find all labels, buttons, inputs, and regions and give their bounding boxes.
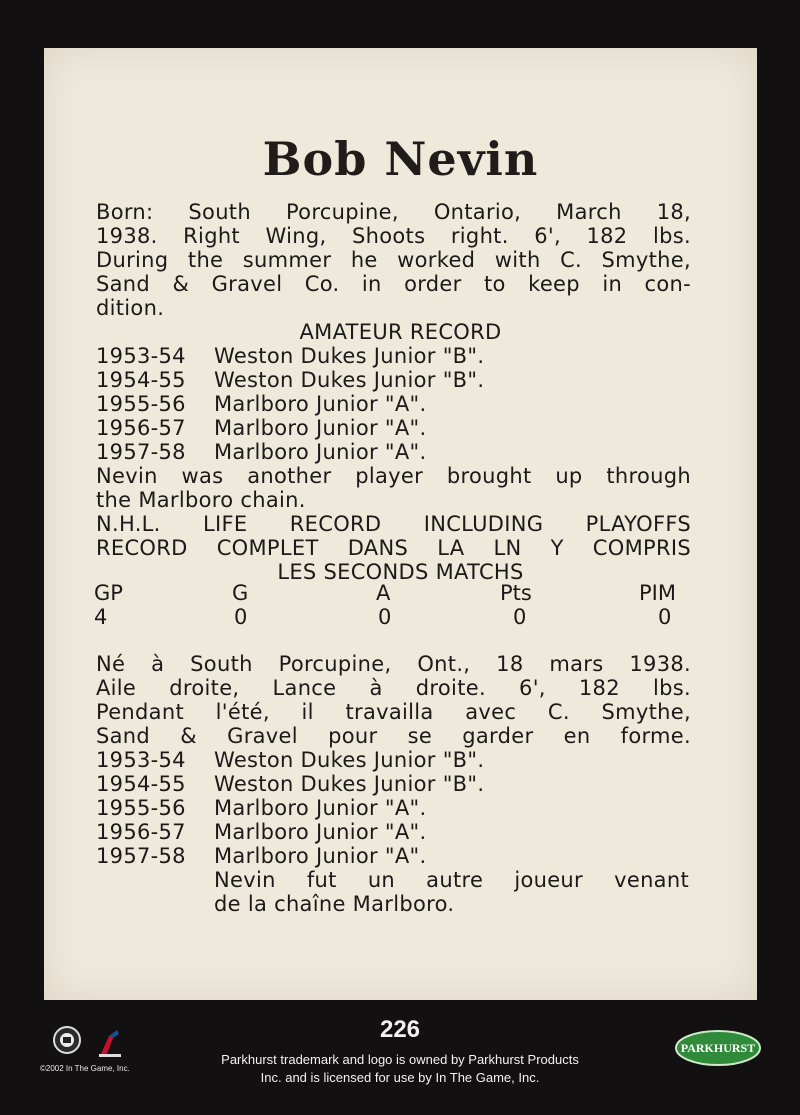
amateur-row [96, 772, 484, 796]
parkhurst-logo [674, 1028, 762, 1068]
stat-value-gp: 4 [94, 605, 108, 629]
amateur-team: Marlboro Junior "A". [214, 440, 427, 464]
amateur-years: 1957-58 [96, 844, 186, 868]
stat-header-a: A [376, 581, 391, 605]
bio-en-line: 1938. Right Wing, Shoots right. 6', 182 lbs. [96, 224, 691, 248]
amateur-team: Marlboro Junior "A". [214, 796, 427, 820]
bio-en-line: During the summer he worked with C. Smythe, [96, 248, 691, 272]
stat-value-a: 0 [378, 605, 392, 629]
amateur-record-heading: AMATEUR RECORD [299, 320, 502, 344]
amateur-years: 1954-55 [96, 368, 186, 392]
bio-en-line: dition. [96, 296, 165, 320]
amateur-team: Weston Dukes Junior "B". [214, 344, 485, 368]
amateur-row [96, 368, 484, 392]
copyright-text: ©2002 In The Game, Inc. [40, 1064, 130, 1073]
amateur-years: 1956-57 [96, 416, 186, 440]
amateur-years: 1954-55 [96, 772, 186, 796]
bio-fr-line: Pendant l'été, il travailla avec C. Smythe, [96, 700, 691, 724]
stat-header-gp: GP [94, 581, 123, 605]
stat-value-g: 0 [234, 605, 248, 629]
note-fr-line: Nevin fut un autre joueur venant [214, 868, 689, 892]
amateur-years: 1953-54 [96, 748, 186, 772]
amateur-team: Marlboro Junior "A". [214, 416, 427, 440]
legal-text-line: Inc. and is licensed for use by In The Game, Inc. [260, 1070, 540, 1085]
stat-header-pts: Pts [500, 581, 532, 605]
player-name: Bob Nevin [262, 132, 539, 186]
stat-header-g: G [232, 581, 249, 605]
amateur-team: Marlboro Junior "A". [214, 392, 427, 416]
amateur-years: 1955-56 [96, 392, 186, 416]
bio-en-line: Born: South Porcupine, Ontario, March 18, [96, 200, 691, 224]
amateur-years: 1955-56 [96, 796, 186, 820]
card-number: 226 [379, 1016, 421, 1043]
amateur-team: Weston Dukes Junior "B". [214, 772, 485, 796]
amateur-years: 1956-57 [96, 820, 186, 844]
parkhurst-logo-text: PARKHURST [680, 1041, 756, 1055]
amateur-team: Weston Dukes Junior "B". [214, 748, 485, 772]
note-en-line: Nevin was another player brought up through [96, 464, 691, 488]
amateur-years: 1957-58 [96, 440, 186, 464]
amateur-years: 1953-54 [96, 344, 186, 368]
amateur-row [96, 440, 427, 464]
amateur-team: Marlboro Junior "A". [214, 820, 427, 844]
amateur-row [96, 344, 484, 368]
amateur-row [96, 796, 427, 820]
amateur-team: Weston Dukes Junior "B". [214, 368, 485, 392]
amateur-row [96, 416, 427, 440]
bio-fr-line: Sand & Gravel pour se garder en forme. [96, 724, 691, 748]
note-fr-line: de la chaîne Marlboro. [214, 892, 455, 916]
nhlpa-player-icon [95, 1026, 125, 1060]
bio-fr-line: Aile droite, Lance à droite. 6', 182 lbs. [96, 676, 691, 700]
bio-fr-line: Né à South Porcupine, Ont., 18 mars 1938. [96, 652, 691, 676]
note-en-line: the Marlboro chain. [96, 488, 306, 512]
stat-header-pim: PIM [639, 581, 676, 605]
card-text-panel [44, 48, 757, 1000]
nhl-record-heading: LES SECONDS MATCHS [277, 560, 524, 584]
nhl-record-heading: N.H.L. LIFE RECORD INCLUDING PLAYOFFS [96, 512, 691, 536]
amateur-row [96, 748, 484, 772]
bio-en-line: Sand & Gravel Co. in order to keep in con- [96, 272, 691, 296]
amateur-row [96, 820, 427, 844]
stat-value-pim: 0 [658, 605, 672, 629]
nhl-shield-icon [52, 1024, 82, 1058]
amateur-row [96, 844, 427, 868]
amateur-row [96, 392, 427, 416]
amateur-team: Marlboro Junior "A". [214, 844, 427, 868]
legal-text-line: Parkhurst trademark and logo is owned by Parkhurst Products [221, 1052, 579, 1067]
nhl-record-heading: RECORD COMPLET DANS LA LN Y COMPRIS [96, 536, 691, 560]
stat-value-pts: 0 [513, 605, 527, 629]
